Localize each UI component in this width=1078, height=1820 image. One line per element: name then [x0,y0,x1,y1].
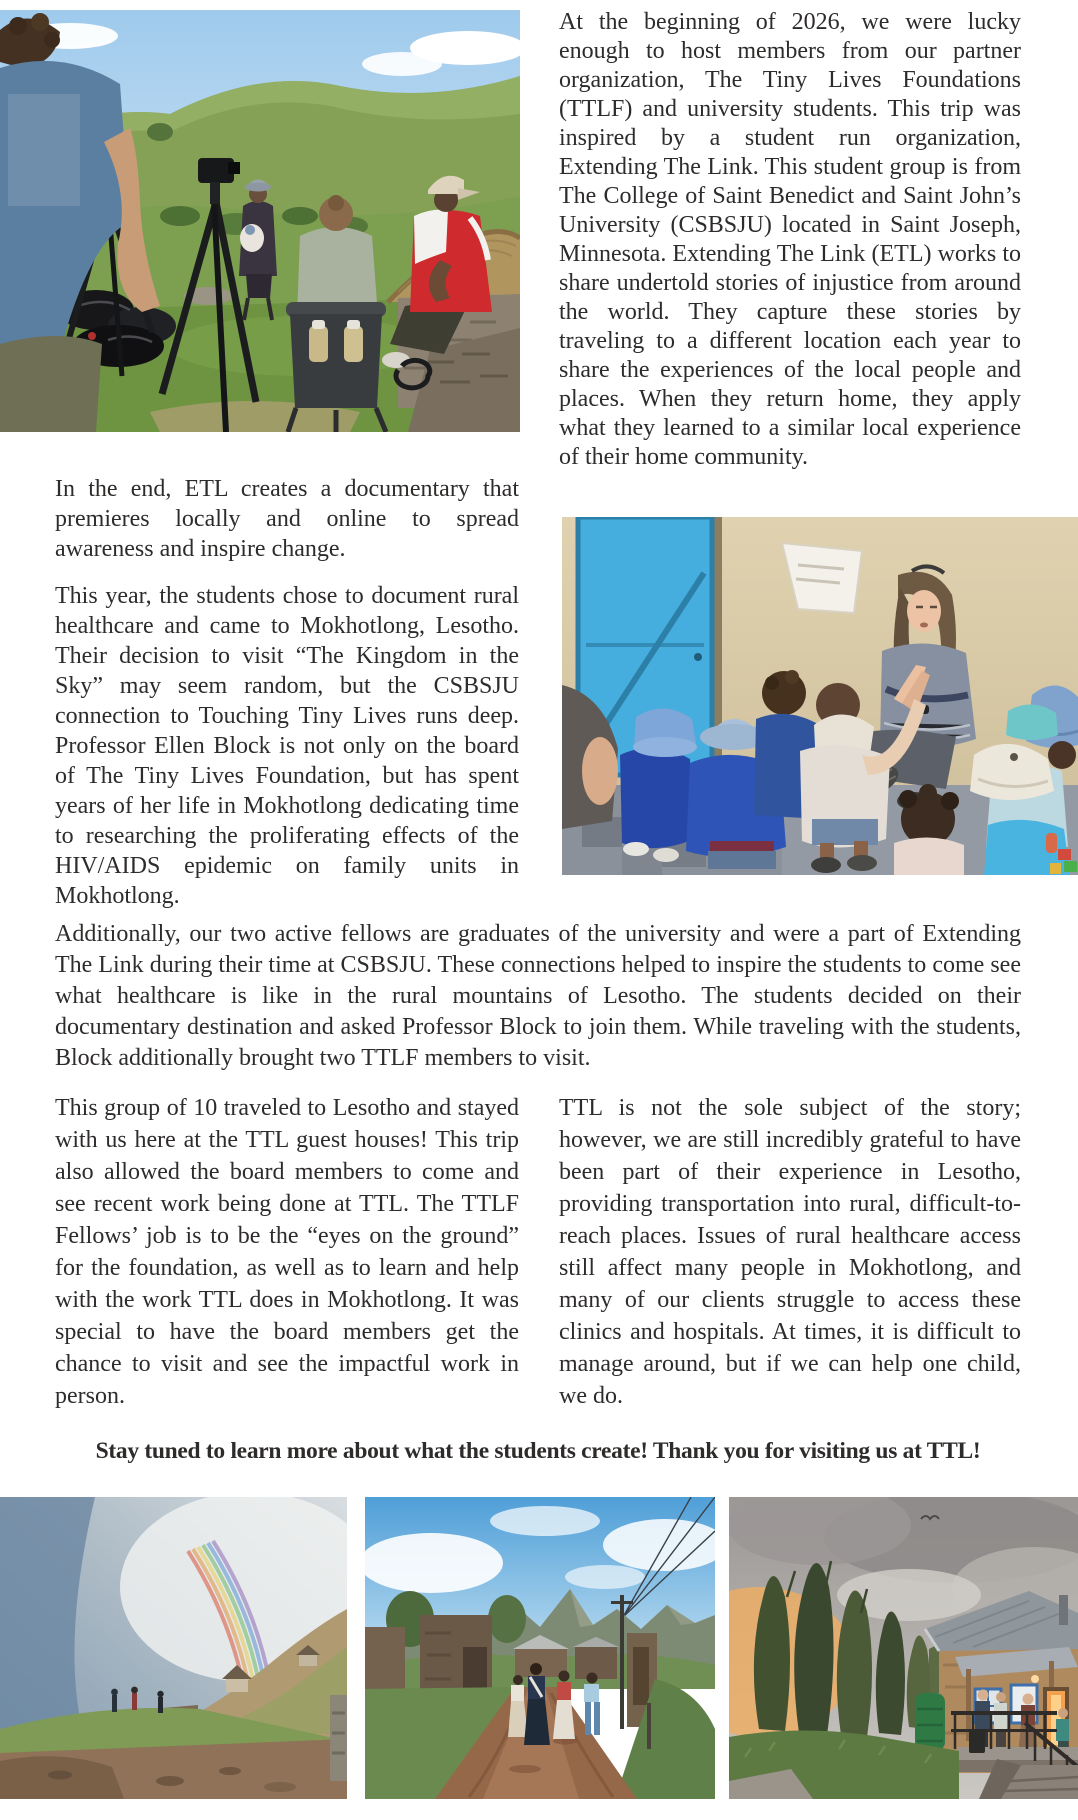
photo-rainbow-illustration [0,1497,347,1799]
photo-road [365,1497,715,1799]
additionally-paragraph: Additionally, our two active fellows are graduates of the university and were a part of Extending The Link during their time at CSBSJU. These connections helped to inspire the students to come see what healthcare is like in the rural mountains of Lesotho. The students decided on their documentary destination and asked Professor Block to join them. While traveling with the students, Block additionally brought two TTLF members to visit. [55,921,1021,1071]
intro-paragraph: At the beginning of 2026, we were lucky enough to host members from our partner organization, The Tiny Lives Foundations (TTLF) and university students. This trip was inspired by a student run organization, Extending The Link. This student group is from The College of Saint Benedict and Saint John’s University (CSBSJU) located in Saint Joseph, Minnesota. Extending The Link (ETL) works to share undertold stories of injustice from around the world. They capture these stories by traveling to a different location each year to share the experiences of the local people and places. When they return home, they apply what they learned to a similar local experience of their home community. [559,9,1021,470]
photo-road-illustration [365,1497,715,1799]
photo-children [562,517,1078,875]
left-column [55,474,519,928]
photo-filming [0,10,520,432]
photo-house [729,1497,1078,1799]
closing-line: Stay tuned to learn more about what the students create! Thank you for visiting us at TTL! [95,1438,981,1464]
this-year-paragraph: This year, the students chose to document rural healthcare and came to Mokhotlong, Lesotho. Their decision to visit “The Kingdom in the Sky” may seem random, but the CSBSJU connection to Touching Tiny Lives runs deep. Professor Ellen Block is not only on the board of The Tiny Lives Foundation, but has spent years of her life in Mokhotlong dedicating time to researching the proliferating effects of the HIV/AIDS epidemic on family units in Mokhotlong. [55,583,519,909]
documentary-paragraph: In the end, ETL creates a documentary that premieres locally and online to spread awareness and inspire change. [55,476,519,562]
photo-rainbow [0,1497,347,1799]
photo-house-illustration [729,1497,1078,1799]
photo-filming-illustration [0,10,520,432]
group-trip-paragraph: This group of 10 traveled to Lesotho and stayed with us here at the TTL guest houses! This trip also allowed the board members to come and see recent work being done at TTL. The TTLF Fellows’ job is to be the “eyes on the ground” for the foundation, as well as to learn and help with the work TTL does in Mokhotlong. It was special to have the board members get the chance to visit and see the impactful work in person. [55,1095,519,1409]
ttl-role-paragraph: TTL is not the sole subject of the story; however, we are still incredibly grateful to have been part of their experience in Lesotho, providing transportation into rural, difficult-to-reach places. Issues of rural healthcare access still affect many people in Mokhotlong, and many of our clients struggle to access these clinics and hospitals. At times, it is difficult to manage around, but if we can help one child, we do. [559,1095,1021,1409]
photo-children-illustration [562,517,1078,875]
